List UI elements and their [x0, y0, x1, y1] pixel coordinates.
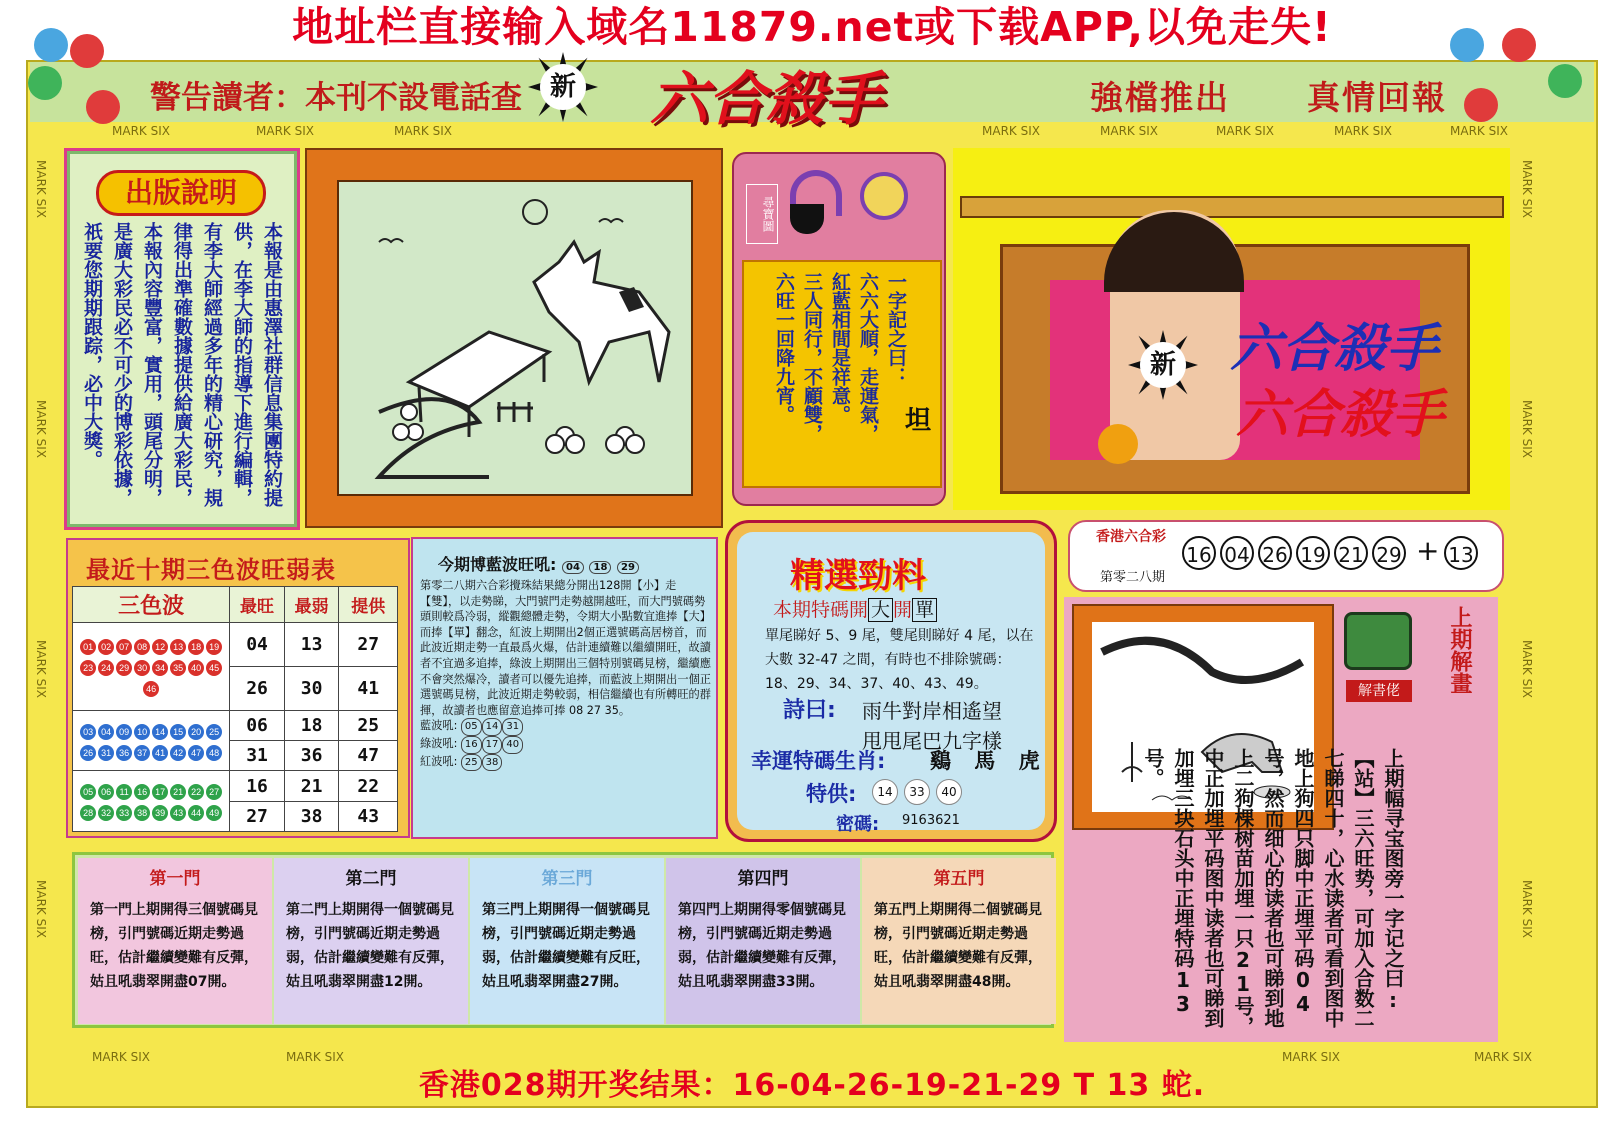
gold-ball-icon	[1098, 424, 1138, 464]
result-ball: 29	[1372, 536, 1406, 570]
wave-hot-cell: 16	[230, 771, 285, 801]
wave-ball: 27	[206, 784, 222, 800]
wave-ball: 29	[116, 660, 132, 676]
wave-ball: 21	[170, 784, 186, 800]
select-body: 單尾睇好 5、9 尾，雙尾則睇好 4 尾，以在大數 32-47 之間，有時也不排除號碼：18、29、34、37、40、43、49。	[765, 628, 1034, 692]
wave-ball: 10	[134, 724, 150, 740]
ball-decoration-icon	[1548, 64, 1582, 98]
wave-ball: 36	[116, 745, 132, 761]
gate-card	[470, 858, 664, 1024]
wave-pick-line	[420, 736, 712, 754]
wave-table-title: 最近十期三色波旺弱表	[86, 556, 336, 584]
special-line	[773, 595, 937, 622]
wave-ball: 30	[134, 660, 150, 676]
wave-header-hot: 最旺	[230, 587, 285, 623]
wave-pick-number: 38	[482, 754, 503, 772]
mark-strip-label: MARK SIX	[256, 124, 314, 138]
green-wave-balls	[73, 771, 230, 832]
top-banner: 地址栏直接输入域名11879.net或下载APP,以免走失!	[292, 3, 1332, 51]
wave-pick-number: 17	[482, 736, 503, 754]
treasure-poem	[770, 272, 910, 472]
wave-tip-cell: 47	[339, 741, 398, 771]
special-parity: 單	[912, 598, 937, 622]
special-mid: 開	[893, 599, 913, 621]
mark-strip-label: MARK SIX	[1100, 124, 1158, 138]
mark-strip-label: MARK SIX	[112, 124, 170, 138]
wave-cold-cell: 36	[284, 741, 339, 771]
wave-cold-cell: 38	[284, 801, 339, 831]
wave-ball: 17	[152, 784, 168, 800]
wave-pick-line	[420, 718, 712, 736]
result-ball: 04	[1220, 536, 1254, 570]
wave-pick-label: 綠波吼:	[420, 736, 458, 750]
wave-hot-cell: 27	[230, 801, 285, 831]
photo-title-red: 六合殺手	[1236, 385, 1445, 445]
result-plus: +	[1416, 534, 1440, 567]
wave-pick-label: 藍波吼:	[420, 719, 458, 733]
wave-cold-cell: 18	[284, 710, 339, 740]
mark-side-label: MARK SIX	[1520, 160, 1534, 218]
wave-tip-cell: 27	[339, 623, 398, 667]
decode-title: 上期解畫	[1447, 606, 1472, 694]
gate-title: 第二門	[345, 869, 397, 889]
wave-tip-cell: 25	[339, 710, 398, 740]
poem-line: 六旺一回降九宵。	[773, 272, 795, 424]
mark-strip-label: MARK SIX	[1450, 124, 1508, 138]
poem-key-char: 坦	[905, 406, 932, 436]
mark-side-label: MARK SIX	[34, 400, 48, 458]
wave-pick-number: 16	[461, 736, 482, 754]
wave-pick-number: 31	[502, 718, 523, 736]
special-supply-ball: 33	[904, 779, 930, 805]
pot-icon	[790, 204, 824, 234]
publication-text: 本報是由惠澤社群信息集團特約提供，在李大師的指導下進行編輯，有李大師經過多年的精心研究，規律得出準確數據提供給廣大彩民，本報內容豐富，實用，頭尾分明，是廣大彩民必不可少的博彩依據，祇要您期期跟踪，必中大獎。	[81, 222, 283, 507]
mark-strip-label: MARK SIX	[1216, 124, 1274, 138]
mark-side-label: MARK SIX	[34, 160, 48, 218]
wave-ball: 43	[170, 805, 186, 821]
wave-cold-cell: 30	[284, 666, 339, 710]
wave-ball: 07	[116, 639, 132, 655]
wave-ball: 38	[134, 805, 150, 821]
wave-ball: 14	[152, 724, 168, 740]
result-issue: 第零二八期	[1100, 570, 1166, 585]
wave-ball: 19	[206, 639, 222, 655]
wave-hot-cell: 26	[230, 666, 285, 710]
wave-pick-line	[420, 754, 712, 772]
mark-strip-label: MARK SIX	[394, 124, 452, 138]
ball-decoration-icon	[1464, 88, 1498, 122]
new-badge: 新	[540, 64, 586, 110]
wave-ball: 04	[98, 724, 114, 740]
wave-ball: 03	[80, 724, 96, 740]
select-title: 精選勁料	[790, 556, 926, 596]
wave-ball: 41	[152, 745, 168, 761]
gate-body: 第三門上期開得一個號碼見榜，引門號碼近期走勢過弱，估計繼續變難有反旺，姑且吼翡翠開盡27開。	[482, 902, 650, 990]
result-ball: 26	[1258, 536, 1292, 570]
title-number: 18	[589, 561, 611, 574]
mark-side-label: MARK SIX	[34, 880, 48, 938]
special-supply-ball: 14	[872, 779, 898, 805]
select-poem-line: 甩甩尾巴九字樣	[862, 729, 1002, 753]
wave-ball: 33	[116, 805, 132, 821]
dog-drawing-icon	[339, 182, 691, 494]
gate-title: 第三門	[541, 869, 593, 889]
wave-ball: 13	[170, 639, 186, 655]
blue-wave-balls	[73, 710, 230, 771]
gate-title: 第四門	[737, 869, 789, 889]
wave-pick-number: 14	[482, 718, 503, 736]
gate-body: 第二門上期開得一個號碼見榜，引門號碼近期走勢過弱，估計繼續變難有反彈，姑且吼翡翠開盡12開。	[286, 902, 454, 990]
blue-wave-title	[438, 552, 639, 575]
mark-strip-label: MARK SIX	[92, 1050, 150, 1064]
wave-pick-number: 25	[461, 754, 482, 772]
treasure-label: 尋寶圖	[746, 184, 778, 244]
bottom-banner: 香港028期开奖结果：16-04-26-19-21-29 T 13 蛇.	[418, 1068, 1206, 1103]
wood-bar-icon	[960, 196, 1504, 218]
wave-ball: 44	[188, 805, 204, 821]
wave-ball: 35	[170, 660, 186, 676]
poem-line: 紅藍相間是祥意。	[829, 272, 851, 424]
password-value: 9163621	[902, 813, 960, 828]
wave-ball: 47	[188, 745, 204, 761]
wave-ball: 24	[98, 660, 114, 676]
wave-ball: 23	[80, 660, 96, 676]
gate-title: 第五門	[933, 869, 985, 889]
wave-cold-cell: 21	[284, 771, 339, 801]
wave-ball: 37	[134, 745, 150, 761]
title-number: 29	[617, 561, 639, 574]
publication-title: 出版說明	[96, 170, 266, 216]
wave-ball: 08	[134, 639, 150, 655]
wave-ball: 46	[143, 681, 159, 697]
wave-ball: 40	[188, 660, 204, 676]
slogan-1: 強檔推出	[1090, 78, 1230, 117]
new-badge: 新	[1140, 342, 1186, 388]
blue-wave-article	[420, 578, 712, 771]
book-icon	[1344, 612, 1412, 670]
mark-strip-label: MARK SIX	[1334, 124, 1392, 138]
wave-table	[72, 586, 398, 832]
select-poem-label: 詩曰:	[783, 698, 836, 723]
wave-pick-label: 紅波吼:	[420, 754, 458, 768]
mark-strip-label: MARK SIX	[982, 124, 1040, 138]
gate-card	[274, 858, 468, 1024]
red-wave-balls	[73, 623, 230, 711]
wave-ball: 16	[134, 784, 150, 800]
book-label: 解書佬	[1346, 680, 1412, 702]
wave-ball: 28	[80, 805, 96, 821]
ball-decoration-icon	[1502, 28, 1536, 62]
blue-wave-body: 第零二八期六合彩攪珠結果總分開出128開【小】走【雙】，以走勢睇，大門號門走勢越開越旺，而大門號碼勢頭則較爲冷弱，縱觀總體走勢，令期大小點數宜進捧【大】而捧【單】翻念，紅波上期開出2個正選號碼高居榜首，而此波近期走勢一直最爲火爆，估計連續難以繼續開旺，故讀者不宜過多追捧，綠波上期開出三個特別號碼見榜，繼續應不會突然爆冷，讀者可以優先追捧，而藍波上期開出一個正選號碼見榜，此波近期走勢較弱，相信繼續也有所轉旺的群揮，故讀者也應留意追捧可捧 08 27 35。	[420, 579, 711, 717]
wave-ball: 05	[80, 784, 96, 800]
wave-ball: 15	[170, 724, 186, 740]
wave-ball: 25	[206, 724, 222, 740]
wave-tip-cell: 43	[339, 801, 398, 831]
mark-strip-label: MARK SIX	[1282, 1050, 1340, 1064]
gate-card	[666, 858, 860, 1024]
result-ball: 16	[1182, 536, 1216, 570]
result-special-ball: 13	[1444, 536, 1478, 570]
wave-ball: 42	[170, 745, 186, 761]
wave-ball: 39	[152, 805, 168, 821]
slogan	[1090, 72, 1447, 119]
wave-header-color: 三色波	[73, 587, 230, 623]
mark-side-label: MARK SIX	[1520, 880, 1534, 938]
decode-body: 上期幅寻宝图旁一字记之曰:【站】三六旺势，可加入合数二七睇四十，心水读者可看到图中地上狗四只脚中正埋平码04号，然而细心的读者也可睇到地上二狗棵树苗加埋一只21号，中正加埋平码图中读者也可睇到加埋三块石头中正埋特码13号。	[1141, 748, 1405, 1036]
wave-tip-cell: 41	[339, 666, 398, 710]
password-label: 密碼:	[836, 814, 880, 835]
poem-line: 三人同行，不顧雙，	[801, 272, 823, 443]
special-size: 大	[868, 598, 893, 622]
slogan-2: 真情回報	[1307, 78, 1447, 117]
wave-ball: 45	[206, 660, 222, 676]
zodiac-value: 鷄 馬 虎	[930, 749, 1048, 773]
wave-ball: 32	[98, 805, 114, 821]
wave-ball: 02	[98, 639, 114, 655]
wave-ball: 49	[206, 805, 222, 821]
wave-ball: 20	[188, 724, 204, 740]
select-poem-line: 雨牛對岸相遙望	[862, 699, 1002, 723]
special-supply-ball: 40	[936, 779, 962, 805]
poem-line: 一字記之曰：	[885, 272, 907, 386]
gate-card	[862, 858, 1056, 1024]
ball-decoration-icon	[1450, 28, 1484, 62]
wave-ball: 11	[116, 784, 132, 800]
mark-strip-label: MARK SIX	[1474, 1050, 1532, 1064]
gate-body: 第四門上期開得零個號碼見榜，引門號碼近期走勢過弱，估計繼續變難有反彈，姑且吼翡翠開盡33開。	[678, 902, 846, 990]
wave-hot-cell: 04	[230, 623, 285, 667]
riddle-picture	[337, 180, 693, 496]
wave-tip-cell: 22	[339, 771, 398, 801]
wave-ball: 01	[80, 639, 96, 655]
wave-ball: 09	[116, 724, 132, 740]
ball-decoration-icon	[86, 90, 120, 124]
gate-body: 第一門上期開得三個號碼見榜，引門號碼近期走勢過旺，估計繼續變難有反彈，姑且吼翡翠開盡07開。	[90, 902, 258, 990]
warning-text: 警告讀者：本刊不設電話查	[150, 80, 522, 116]
ball-decoration-icon	[28, 66, 62, 100]
mark-side-label: MARK SIX	[1520, 400, 1534, 458]
wave-header-cold: 最弱	[284, 587, 339, 623]
ball-decoration-icon	[70, 34, 104, 68]
special-prefix: 本期特碼開	[773, 599, 869, 621]
wave-ball: 48	[206, 745, 222, 761]
mark-side-label: MARK SIX	[1520, 640, 1534, 698]
mark-strip-label: MARK SIX	[286, 1050, 344, 1064]
result-brand: 香港六合彩	[1096, 529, 1166, 545]
gate-body: 第五門上期開得二個號碼見榜，引門號碼近期走勢過旺，估計繼續變難有反彈，姑且吼翡翠開盡48開。	[874, 902, 1042, 990]
mark-side-label: MARK SIX	[34, 640, 48, 698]
wave-ball: 34	[152, 660, 168, 676]
zodiac-label: 幸運特碼生肖:	[751, 749, 886, 773]
title-number: 04	[562, 561, 584, 574]
wave-ball: 18	[188, 639, 204, 655]
wave-hot-cell: 06	[230, 710, 285, 740]
poem-line: 六六大順，走運氣，	[857, 272, 879, 443]
wave-ball: 31	[98, 745, 114, 761]
charm-icon	[860, 172, 908, 220]
gate-card	[78, 858, 272, 1024]
result-ball: 21	[1334, 536, 1368, 570]
result-ball: 19	[1296, 536, 1330, 570]
wave-pick-number: 40	[502, 736, 523, 754]
blue-wave-title-text: 今期博藍波旺吼:	[438, 555, 557, 574]
wave-pick-number: 05	[461, 718, 482, 736]
gate-title: 第一門	[149, 869, 201, 889]
wave-header-tip: 提供	[339, 587, 398, 623]
wave-ball: 06	[98, 784, 114, 800]
wave-hot-cell: 31	[230, 741, 285, 771]
brand-title: 六合殺手	[650, 65, 883, 133]
wave-ball: 12	[152, 639, 168, 655]
wave-cold-cell: 13	[284, 623, 339, 667]
wave-ball: 26	[80, 745, 96, 761]
photo-title-blue: 六合殺手	[1230, 319, 1439, 379]
wave-ball: 22	[188, 784, 204, 800]
special-supply-label: 特供:	[806, 782, 857, 806]
ball-decoration-icon	[34, 28, 68, 62]
